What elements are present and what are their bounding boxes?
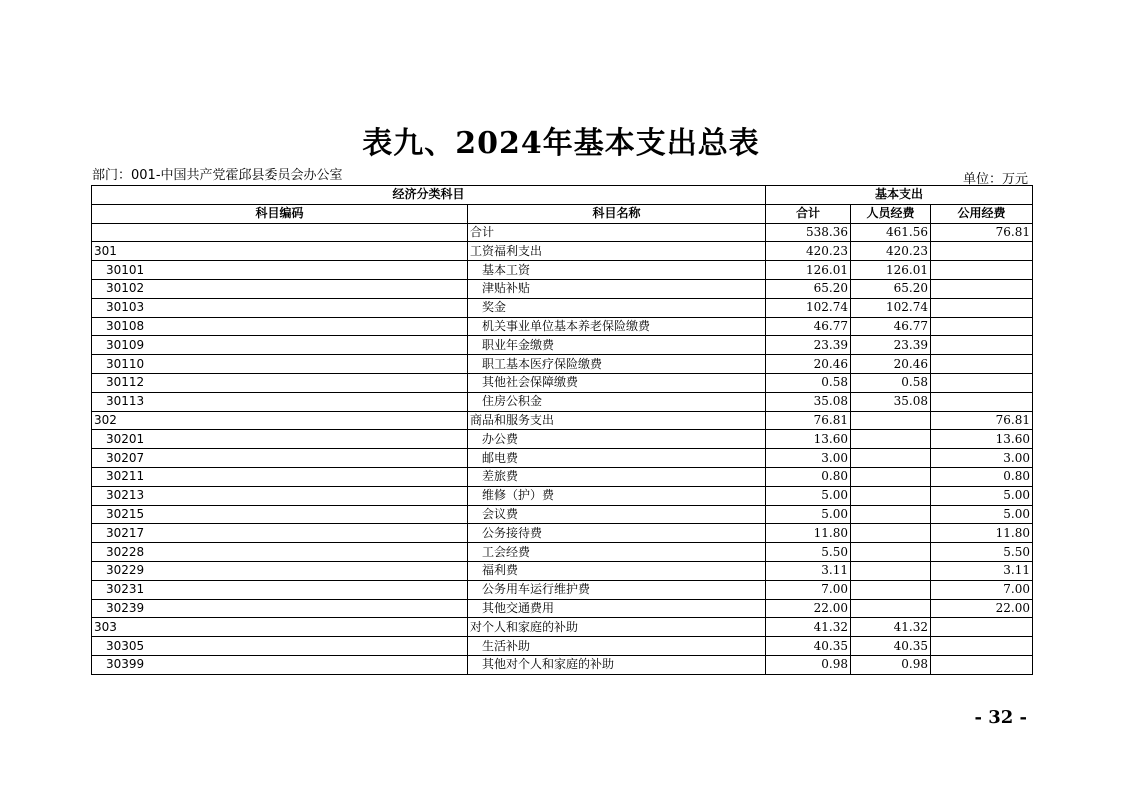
cell-name: 生活补助 <box>468 637 766 656</box>
cell-personnel <box>851 411 931 430</box>
cell-code: 301 <box>92 242 468 261</box>
table-row <box>92 599 1033 618</box>
cell-name: 津贴补贴 <box>468 279 766 298</box>
cell-personnel <box>851 467 931 486</box>
cell-personnel: 65.20 <box>851 279 931 298</box>
header-name: 科目名称 <box>468 204 766 223</box>
table-row <box>92 655 1033 674</box>
cell-public <box>931 655 1033 674</box>
cell-code: 303 <box>92 618 468 637</box>
unit-label: 单位：万元 <box>962 172 1028 187</box>
cell-public: 11.80 <box>931 524 1033 543</box>
cell-public: 3.11 <box>931 561 1033 580</box>
cell-total: 40.35 <box>766 637 851 656</box>
cell-code: 30231 <box>92 580 468 599</box>
cell-total: 0.58 <box>766 373 851 392</box>
cell-public <box>931 373 1033 392</box>
cell-personnel <box>851 599 931 618</box>
cell-code <box>92 223 468 242</box>
cell-personnel: 102.74 <box>851 298 931 317</box>
cell-public: 3.00 <box>931 449 1033 468</box>
cell-personnel: 35.08 <box>851 392 931 411</box>
cell-personnel: 40.35 <box>851 637 931 656</box>
cell-name: 职业年金缴费 <box>468 336 766 355</box>
cell-public <box>931 637 1033 656</box>
table-row <box>92 467 1033 486</box>
cell-personnel <box>851 505 931 524</box>
table-row <box>92 524 1033 543</box>
table-header <box>92 186 1033 224</box>
cell-personnel: 420.23 <box>851 242 931 261</box>
cell-public: 0.80 <box>931 467 1033 486</box>
cell-code: 30217 <box>92 524 468 543</box>
table-row <box>92 561 1033 580</box>
header-personnel: 人员经费 <box>851 204 931 223</box>
cell-total: 7.00 <box>766 580 851 599</box>
cell-public <box>931 242 1033 261</box>
header-economic-category: 经济分类科目 <box>92 186 766 205</box>
cell-public: 13.60 <box>931 430 1033 449</box>
cell-total: 5.50 <box>766 543 851 562</box>
cell-name: 住房公积金 <box>468 392 766 411</box>
cell-public <box>931 279 1033 298</box>
cell-total: 65.20 <box>766 279 851 298</box>
cell-personnel <box>851 580 931 599</box>
cell-public: 76.81 <box>931 411 1033 430</box>
cell-total: 23.39 <box>766 336 851 355</box>
cell-name: 合计 <box>468 223 766 242</box>
table-row <box>92 486 1033 505</box>
cell-total: 102.74 <box>766 298 851 317</box>
cell-code: 30108 <box>92 317 468 336</box>
cell-code: 30228 <box>92 543 468 562</box>
cell-code: 30229 <box>92 561 468 580</box>
table-row <box>92 449 1033 468</box>
cell-personnel: 41.32 <box>851 618 931 637</box>
cell-personnel: 20.46 <box>851 355 931 374</box>
table-row <box>92 373 1033 392</box>
cell-personnel <box>851 543 931 562</box>
cell-code: 302 <box>92 411 468 430</box>
cell-name: 其他交通费用 <box>468 599 766 618</box>
cell-public <box>931 618 1033 637</box>
cell-total: 5.00 <box>766 486 851 505</box>
cell-total: 5.00 <box>766 505 851 524</box>
table-row <box>92 261 1033 280</box>
cell-name: 其他社会保障缴费 <box>468 373 766 392</box>
cell-total: 20.46 <box>766 355 851 374</box>
cell-personnel: 461.56 <box>851 223 931 242</box>
cell-name: 维修（护）费 <box>468 486 766 505</box>
cell-public <box>931 261 1033 280</box>
cell-personnel <box>851 430 931 449</box>
table-row <box>92 411 1033 430</box>
cell-public <box>931 298 1033 317</box>
cell-total: 46.77 <box>766 317 851 336</box>
cell-code: 30201 <box>92 430 468 449</box>
page-title: 表九、2024年基本支出总表 <box>362 126 760 161</box>
table-row <box>92 392 1033 411</box>
cell-code: 30110 <box>92 355 468 374</box>
cell-name: 公务用车运行维护费 <box>468 580 766 599</box>
cell-total: 420.23 <box>766 242 851 261</box>
cell-public <box>931 336 1033 355</box>
cell-public <box>931 392 1033 411</box>
cell-total: 11.80 <box>766 524 851 543</box>
cell-public: 5.00 <box>931 486 1033 505</box>
cell-code: 30109 <box>92 336 468 355</box>
cell-total: 0.80 <box>766 467 851 486</box>
cell-public: 5.50 <box>931 543 1033 562</box>
header-public: 公用经费 <box>931 204 1033 223</box>
cell-name: 差旅费 <box>468 467 766 486</box>
cell-name: 福利费 <box>468 561 766 580</box>
expenditure-table <box>91 185 1033 675</box>
cell-code: 30112 <box>92 373 468 392</box>
cell-code: 30207 <box>92 449 468 468</box>
cell-name: 公务接待费 <box>468 524 766 543</box>
cell-public: 5.00 <box>931 505 1033 524</box>
cell-code: 30211 <box>92 467 468 486</box>
cell-name: 奖金 <box>468 298 766 317</box>
cell-code: 30103 <box>92 298 468 317</box>
cell-total: 13.60 <box>766 430 851 449</box>
cell-total: 41.32 <box>766 618 851 637</box>
department-label: 部门：001-中国共产党霍邱县委员会办公室 <box>92 168 343 183</box>
table-row <box>92 618 1033 637</box>
cell-public <box>931 317 1033 336</box>
header-code: 科目编码 <box>92 204 468 223</box>
cell-personnel <box>851 524 931 543</box>
cell-total: 3.11 <box>766 561 851 580</box>
cell-name: 职工基本医疗保险缴费 <box>468 355 766 374</box>
cell-code: 30213 <box>92 486 468 505</box>
table-row <box>92 336 1033 355</box>
cell-personnel: 0.98 <box>851 655 931 674</box>
cell-code: 30239 <box>92 599 468 618</box>
cell-total: 35.08 <box>766 392 851 411</box>
cell-code: 30215 <box>92 505 468 524</box>
cell-public <box>931 355 1033 374</box>
table-row <box>92 543 1033 562</box>
cell-code: 30113 <box>92 392 468 411</box>
cell-name: 机关事业单位基本养老保险缴费 <box>468 317 766 336</box>
cell-personnel <box>851 449 931 468</box>
table-row <box>92 430 1033 449</box>
cell-total: 126.01 <box>766 261 851 280</box>
header-column-row <box>92 204 1033 223</box>
cell-personnel: 46.77 <box>851 317 931 336</box>
cell-public: 22.00 <box>931 599 1033 618</box>
cell-total: 3.00 <box>766 449 851 468</box>
cell-personnel <box>851 561 931 580</box>
cell-name: 会议费 <box>468 505 766 524</box>
cell-public: 7.00 <box>931 580 1033 599</box>
header-group-row <box>92 186 1033 205</box>
page-number: - 32 - <box>974 707 1027 728</box>
cell-personnel: 126.01 <box>851 261 931 280</box>
header-basic-expenditure: 基本支出 <box>766 186 1033 205</box>
cell-personnel: 0.58 <box>851 373 931 392</box>
table-row <box>92 298 1033 317</box>
cell-name: 对个人和家庭的补助 <box>468 618 766 637</box>
table-row <box>92 223 1033 242</box>
cell-total: 0.98 <box>766 655 851 674</box>
table-row <box>92 279 1033 298</box>
cell-name: 邮电费 <box>468 449 766 468</box>
cell-total: 538.36 <box>766 223 851 242</box>
cell-personnel <box>851 486 931 505</box>
cell-total: 76.81 <box>766 411 851 430</box>
cell-name: 商品和服务支出 <box>468 411 766 430</box>
cell-code: 30399 <box>92 655 468 674</box>
cell-name: 基本工资 <box>468 261 766 280</box>
cell-personnel: 23.39 <box>851 336 931 355</box>
table-row <box>92 505 1033 524</box>
cell-code: 30102 <box>92 279 468 298</box>
table-row <box>92 637 1033 656</box>
cell-public: 76.81 <box>931 223 1033 242</box>
table-row <box>92 317 1033 336</box>
cell-total: 22.00 <box>766 599 851 618</box>
table-row <box>92 355 1033 374</box>
cell-name: 工资福利支出 <box>468 242 766 261</box>
table-row <box>92 580 1033 599</box>
cell-name: 其他对个人和家庭的补助 <box>468 655 766 674</box>
cell-code: 30101 <box>92 261 468 280</box>
table-body <box>92 223 1033 674</box>
cell-code: 30305 <box>92 637 468 656</box>
cell-name: 工会经费 <box>468 543 766 562</box>
cell-name: 办公费 <box>468 430 766 449</box>
header-total: 合计 <box>766 204 851 223</box>
table-row <box>92 242 1033 261</box>
